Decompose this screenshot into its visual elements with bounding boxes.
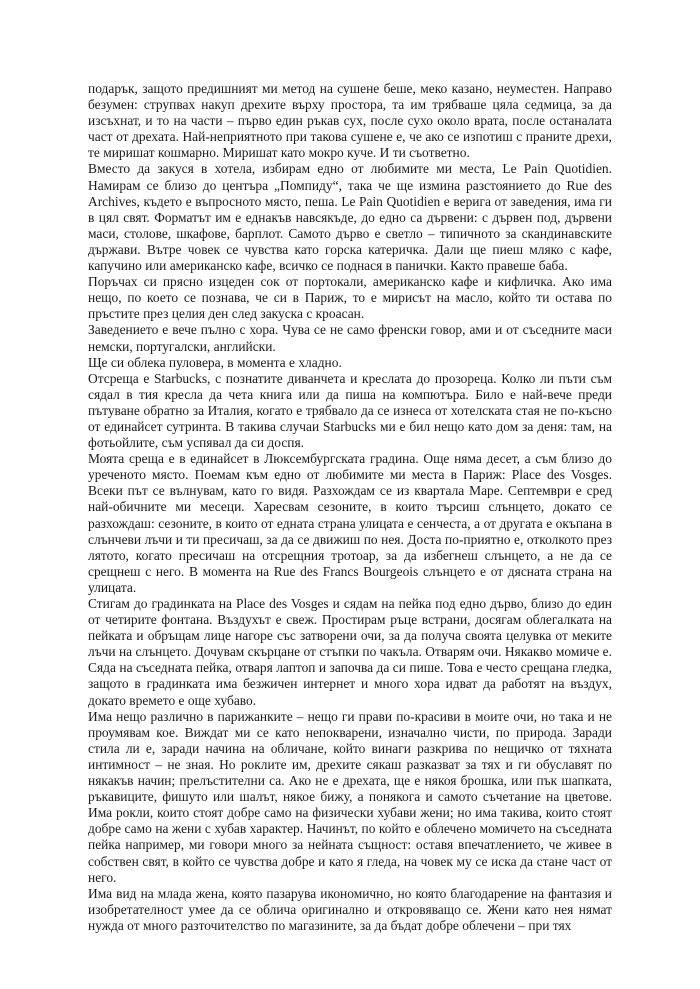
paragraph: Стигам до градинката на Place des Vosges и сядам на пейка под едно дърво, близо до един от четирите фонтана. Въздухът е свеж. Простирам ръце встрани, досягам облегалката на пейката и обръщам лице нагоре със затворени очи, за да получа своята целувка от меките лъчи на слънцето. Дочувам скърцане от стъпки по чакъла. Отварям очи. Някакво момиче е. Сяда на съседната пейка, отваря лаптоп и започва да си пише. Това е често срещана гледка, защото в градинката има безжичен интернет и много хора идват да работят на въздух, докато времето е още хубаво.: [88, 596, 612, 708]
paragraph: Моята среща е в единайсет в Люксембургската градина. Още няма десет, а съм близо до уреченото място. Поемам към едно от любимите ми места в Париж: Place des Vosges. Всеки път се вълнувам, като го видя. Разхождам се из квартала Маре. Септември е сред най-обичните ми месеци. Харесвам сезоните, в които търсиш слънцето, докато се разхождаш: сезоните, в които от едната страна улицата е сенчеста, а от другата е окъпана в слънчеви лъчи и ти пресичаш, за да се движиш по нея. Доста по-приятно е, отколкото през лятото, когато пресичаш на отсрещния тротоар, за да избегнеш слънцето, а не да се срещнеш с него. В момента на Rue des Francs Bourgeois слънцето е от дясната страна на улицата.: [88, 451, 612, 595]
paragraph: Ще си облека пуловера, в момента е хладно.: [88, 354, 342, 370]
paragraph: Вместо да закуся в хотела, избирам едно от любимите ми места, Le Pain Quotidien. Намирам се близо до центъра „Помпиду“, така че ще измина разстоянието до Rue des Archives, където е въпросното място, пеша. Le Pain Quotidien е верига от заведения, има ги в цял свят. Форматът им е еднакъв навсякъде, до едно са дървени: с дървен под, дървени маси, столове, шкафове, барплот. Самото дърво е светло – типичното за скандинавските държави. Вътре човек се чувства като горска катеричка. Дали ще пиеш мляко с кафе, капучино или американско кафе, всичко се поднася в панички. Както правеше баба.: [88, 161, 612, 274]
paragraph: Заведението е вече пълно с хора. Чува се не само френски говор, ами и от съседните маси немски, португалски, английски.: [88, 322, 612, 354]
paragraph: Отсреща е Starbucks, с познатите диванчета и креслата до прозореца. Колко ли пъти съм сядал в тия кресла да чета книга или да пиша на компютъра. Било е най-вече преди пътуване обратно за Италия, когато е трябвало да се изнеса от хотелската стая не по-късно от единайсет сутринта. В такива случаи Starbucks ми е бил нещо като дом за деня: там, на фотьойлите, съм успявал да си доспя.: [88, 370, 612, 451]
paragraph: Има вид на млада жена, която пазарува икономично, но която благодарение на фантазия и изобретателност умее да се облича оригинално и откровяващо се. Жени като нея нямат нужда от много разточителство по магазините, за да бъдат добре облечени – при тях: [88, 885, 612, 933]
paragraph: Има нещо различно в парижанките – нещо ги прави по-красиви в моите очи, но така и не проумявам кое. Виждат ми се като непокварени, изначално чисти, по природа. Заради стила ли е, заради начина на обличане, който винаги разкрива по нещичко от тяхната интимност – не зная. Но роклите им, дрехите сякаш разказват за тях и ги обуславят по някакъв начин; прелъстителни са. Ако не е дрехата, ще е някоя брошка, или пък шапката, ръкавиците, фишуто или шалът, някое бижу, а понякога и самото съчетание на цветове. Има рокли, които стоят добре само на физически хубави жени; но има такива, които стоят добре само на жени с хубав характер. Начинът, по който е облечено момичето на съседната пейка например, ми говори много за нейната същност: оставя впечатлението, че живее в собствен свят, в който се чувства добре и като я гледа, на човек му се иска да стане част от него.: [88, 708, 612, 885]
document-body: [88, 81, 612, 934]
paragraph: подарък, защото предишният ми метод на сушене беше, меко казано, неуместен. Направо безумен: струпвах накуп дрехите върху простора, та им трябваше цяла седмица, за да изсъхнат, и то на части – първо един ръкав сух, после сухо около врата, после останалата част от дрехата. Най-неприятното при такова сушене е, че ако се изпотиш с праните дрехи, те миришат кошмарно. Миришат като мокро куче. И ти съответно.: [88, 81, 612, 161]
paragraph: Поръчах си прясно изцеден сок от портокали, американско кафе и кифличка. Ако има нещо, по което се познава, че си в Париж, то е мирисът на масло, който ти остава по пръстите през целия ден след закуска с кроасан.: [88, 274, 612, 322]
